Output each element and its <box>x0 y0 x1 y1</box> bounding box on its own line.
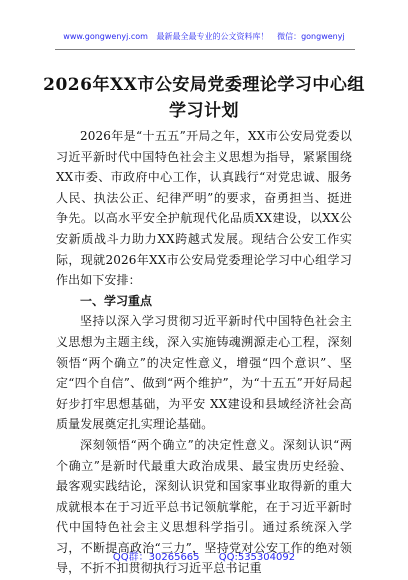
body-paragraph-1: 坚持以深入学习贯彻习近平新时代中国特色社会主义思想为主题主线，深入实施铸魂溯源走心工程，深刻领悟“两个确立”的决定性意义，增强“四个意识”、坚定“四个自信”、做到“两个维护”，为“十五五”开好局起好步打牢思想基础，为平安 XX建设和县域经济社会高质量发展奠定扎实理论基础。 <box>56 314 352 432</box>
wechat-text: 微信：gongwenyj <box>277 32 345 41</box>
section-heading: 一、学习重点 <box>80 293 153 308</box>
slogan-text: 最新最全最专业的公文资料库！ <box>156 32 269 41</box>
header-divider <box>55 49 355 50</box>
body-paragraph-2: 深刻领悟“两个确立”的决定性意义。深刻认识“两个确立”是新时代最重大政治成果、最宝贵历史经验、最客观实践结论，深刻认识党和国家事业取得新的重大成就根本在于习近平总书记领航掌舵，在于习近平新时代中国特色社会主义思想科学指引。通过系统深入学习，不断提高政治“三力”，坚持党对公安工作的绝对领导，不折不扣贯彻执行习近平总书记重 <box>56 437 352 576</box>
website-link[interactable]: www.gongwenyj.com <box>63 32 148 41</box>
intro-paragraph: 2026年是“十五五”开局之年，XX市公安局党委以习近平新时代中国特色社会主义思想为指导，紧紧围绕XX市委、市政府中心工作，认真践行“对党忠诚、服务人民、执法公正、纪律严明”的要求，奋勇担当、挺进争先。以高水平安全护航现代化品质XX建设，以XX公安新质战斗力助力XX跨越式发展。现结合公安工作实际，现就2026年XX市公安局党委理论学习中心组学习作出如下安排： <box>56 129 352 288</box>
site-header <box>0 31 408 42</box>
qq-group-text: QQ群：30265665 <box>112 552 200 563</box>
title-line-1: 2026年XX市公安局党委理论学习中心组 <box>43 75 365 95</box>
document-title <box>40 72 368 124</box>
document-body <box>56 126 352 579</box>
site-footer <box>0 548 408 563</box>
title-line-2: 学习计划 <box>169 101 239 121</box>
qq-text: QQ:535304092 <box>218 552 296 563</box>
